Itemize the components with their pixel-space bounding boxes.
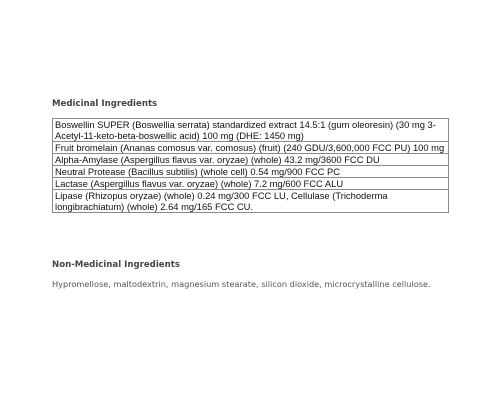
table-row: [53, 154, 449, 166]
medicinal-ingredients-heading: Medicinal Ingredients: [52, 99, 158, 109]
table-row: [53, 119, 449, 142]
table-row: [53, 142, 449, 154]
table-row: [53, 178, 449, 190]
table-row: [53, 166, 449, 178]
ingredient-cell: Lipase (Rhizopus oryzae) (whole) 0.24 mg/300 FCC LU, Cellulase (Trichoderma longibrachiatum) (whole) 2.64 mg/165 FCC CU.: [53, 190, 449, 213]
ingredient-cell: Neutral Protease (Bacillus subtilis) (whole cell) 0.54 mg/900 FCC PC: [53, 166, 449, 178]
ingredient-cell: Lactase (Aspergillus flavus var. oryzae) (whole) 7.2 mg/600 FCC ALU: [53, 178, 449, 190]
ingredient-cell: Fruit bromelain (Ananas comosus var. comosus) (fruit) (240 GDU/3,600,000 FCC PU) 100 mg: [53, 142, 449, 154]
medicinal-ingredients-table: [52, 118, 449, 213]
ingredient-cell: Alpha-Amylase (Aspergillus flavus var. oryzae) (whole) 43.2 mg/3600 FCC DU: [53, 154, 449, 166]
non-medicinal-ingredients-text: Hypromellose, maltodextrin, magnesium stearate, silicon dioxide, microcrystalline cellulose.: [52, 279, 431, 289]
table-row: [53, 190, 449, 213]
ingredient-cell: Boswellin SUPER (Boswellia serrata) standardized extract 14.5:1 (gum oleoresin) (30 mg 3-Acetyl-11-keto-beta-boswellic acid) 100 mg (DHE: 1450 mg): [53, 119, 449, 142]
non-medicinal-ingredients-heading: Non-Medicinal Ingredients: [52, 260, 180, 270]
